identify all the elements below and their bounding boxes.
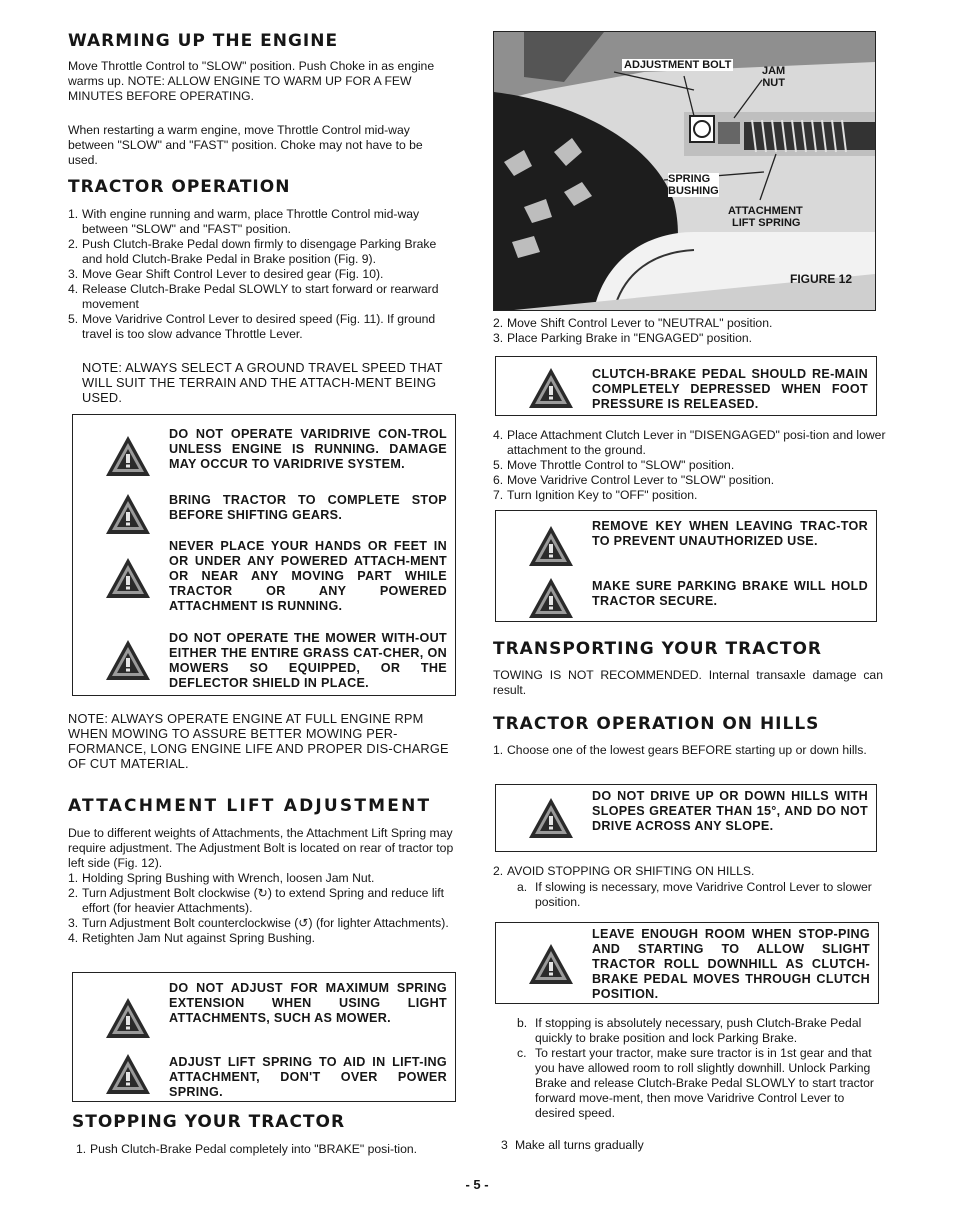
warning-text: MAKE SURE PARKING BRAKE WILL HOLD TRACTOR SECURE. xyxy=(592,579,868,608)
hills-title: TRACTOR OPERATION ON HILLS xyxy=(493,714,820,734)
label-spring-bushing: SPRING BUSHING xyxy=(668,173,719,197)
warning-text: REMOVE KEY WHEN LEAVING TRAC-TOR TO PREVENT UNAUTHORIZED USE. xyxy=(592,519,868,548)
lift-title: ATTACHMENT LIFT ADJUSTMENT xyxy=(68,796,432,816)
list-item: 6. Move Varidrive Control Lever to "SLOW" position. xyxy=(493,473,775,487)
stopping-steps-3 xyxy=(493,428,888,503)
stopping-steps-1 xyxy=(76,1142,460,1157)
list-item: 3. Turn Adjustment Bolt counterclockwise (↺) (for lighter Attachments). xyxy=(68,916,449,930)
warning-text: DO NOT DRIVE UP OR DOWN HILLS WITH SLOPES GREATER THAN 15°, AND DO NOT DRIVE ACROSS ANY SLOPE. xyxy=(592,789,868,833)
list-item: 7. Turn Ignition Key to "OFF" position. xyxy=(493,488,698,502)
stopping-steps-2 xyxy=(493,316,888,346)
warning-text: DO NOT OPERATE THE MOWER WITH-OUT EITHER THE ENTIRE GRASS CAT-CHER, ON MOWERS SO EQUIPPED, OR THE DEFLECTOR SHIELD IN PLACE. xyxy=(169,631,447,690)
warning-icon xyxy=(105,493,151,535)
hills-step-3 xyxy=(501,1138,881,1153)
warning-icon xyxy=(105,557,151,599)
warming-para-1: Move Throttle Control to "SLOW" position. Push Choke in as engine warms up. NOTE: ALLOW ENGINE TO WARM UP FOR A FEW MINUTES BEFORE OPERATING. xyxy=(68,59,435,103)
list-item: 2. Turn Adjustment Bolt clockwise (↻) to extend Spring and reduce lift effort (for heavier Attachments). xyxy=(68,886,445,915)
list-item: 1. With engine running and warm, place Throttle Control mid-way between "SLOW" and "FAST" position. xyxy=(68,207,420,236)
transport-title: TRANSPORTING YOUR TRACTOR xyxy=(493,639,822,659)
list-item: 1. Holding Spring Bushing with Wrench, loosen Jam Nut. xyxy=(68,871,375,885)
warning-text: NEVER PLACE YOUR HANDS OR FEET IN OR UNDER ANY POWERED ATTACH-MENT OR NEAR ANY MOVING PART WHILE TRACTOR OR ANY POWERED ATTACHMENT IS RUNNING. xyxy=(169,539,447,613)
list-item: c. To restart your tractor, make sure tractor is in 1st gear and that you have allowed room to roll slightly downhill. Unlock Parking Brake and release Clutch-Brake Pedal SLOWLY to start tractor forward move-ment, then move Varidrive Control Lever to desired speed. xyxy=(517,1046,874,1120)
warning-box xyxy=(495,510,877,622)
list-item: 5. Move Throttle Control to "SLOW" position. xyxy=(493,458,735,472)
warning-box xyxy=(72,972,456,1102)
list-item: 5. Move Varidrive Control Lever to desired speed (Fig. 11). If ground travel is too slow advance Throttle Lever. xyxy=(68,312,436,341)
warning-icon xyxy=(105,1053,151,1095)
warning-icon xyxy=(528,525,574,567)
operation-steps xyxy=(68,207,454,342)
list-item: 2. AVOID STOPPING OR SHIFTING ON HILLS. xyxy=(493,864,755,878)
list-item: 3 Make all turns gradually xyxy=(501,1138,644,1152)
figure-12 xyxy=(493,31,876,311)
hills-step-1 xyxy=(493,743,883,758)
stopping-title: STOPPING YOUR TRACTOR xyxy=(72,1112,346,1132)
warning-icon xyxy=(528,943,574,985)
warning-text: CLUTCH-BRAKE PEDAL SHOULD RE-MAIN COMPLETELY DEPRESSED WHEN FOOT PRESSURE IS RELEASED. xyxy=(592,367,868,411)
warning-icon xyxy=(528,797,574,839)
label-attachment-lift-spring: ATTACHMENT LIFT SPRING xyxy=(728,205,803,229)
warning-box xyxy=(495,356,877,416)
hills-step-2 xyxy=(493,864,883,879)
list-item: 3. Move Gear Shift Control Lever to desired gear (Fig. 10). xyxy=(68,267,384,281)
list-item: 1. Choose one of the lowest gears BEFORE starting up or down hills. xyxy=(493,743,867,757)
operation-title: TRACTOR OPERATION xyxy=(68,177,291,197)
warning-text: ADJUST LIFT SPRING TO AID IN LIFT-ING ATTACHMENT, DON'T OVER POWER SPRING. xyxy=(169,1055,447,1099)
label-adjustment-bolt: ADJUSTMENT BOLT xyxy=(624,59,732,71)
list-item: a. If slowing is necessary, move Varidrive Control Lever to slower position. xyxy=(517,880,872,909)
operation-note-2: NOTE: ALWAYS OPERATE ENGINE AT FULL ENGINE RPM WHEN MOWING TO ASSURE BETTER MOWING PER-FORMANCE, LONG ENGINE LIFE AND PROPER DIS-CHARGE OF CUT MATERIAL. xyxy=(68,711,449,771)
list-item: 4. Place Attachment Clutch Lever in "DISENGAGED" posi-tion and lower attachment to the ground. xyxy=(493,428,886,457)
warning-box xyxy=(72,414,456,696)
warning-text: DO NOT OPERATE VARIDRIVE CON-TROL UNLESS ENGINE IS RUNNING. DAMAGE MAY OCCUR TO VARIDRIVE SYSTEM. xyxy=(169,427,447,471)
label-jam-nut: JAM NUT xyxy=(762,65,786,89)
warming-title: WARMING UP THE ENGINE xyxy=(68,31,339,51)
warning-box xyxy=(495,922,879,1004)
warming-para-2: When restarting a warm engine, move Throttle Control mid-way between "SLOW" and "FAST" position. Choke may not have to be used. xyxy=(68,123,423,167)
lift-intro: Due to different weights of Attachments, the Attachment Lift Spring may require adjustment. The Adjustment Bolt is located on rear of tractor top left side (Fig. 12). xyxy=(68,826,454,870)
warning-icon xyxy=(105,435,151,477)
warning-icon xyxy=(528,367,574,409)
list-item: 2. Move Shift Control Lever to "NEUTRAL" position. xyxy=(493,316,773,330)
figure-caption: FIGURE 12 xyxy=(790,272,853,286)
warning-icon xyxy=(528,577,574,619)
hills-step-2bc xyxy=(517,1016,885,1121)
list-item: 2. Push Clutch-Brake Pedal down firmly to disengage Parking Brake and hold Clutch-Brake Pedal in Brake position (Fig. 9). xyxy=(68,237,437,266)
list-item: 4. Release Clutch-Brake Pedal SLOWLY to start forward or rearward movement xyxy=(68,282,439,311)
warning-icon xyxy=(105,639,151,681)
list-item: b. If stopping is absolutely necessary, push Clutch-Brake Pedal quickly to brake position and lock Parking Brake. xyxy=(517,1016,862,1045)
warning-text: LEAVE ENOUGH ROOM WHEN STOP-PING AND STARTING TO ALLOW SLIGHT TRACTOR ROLL DOWNHILL AS CLUTCH-BRAKE PEDAL MOVES THROUGH CLUTCH POSITION. xyxy=(592,927,870,1001)
warning-text: BRING TRACTOR TO COMPLETE STOP BEFORE SHIFTING GEARS. xyxy=(169,493,447,522)
operation-note: NOTE: ALWAYS SELECT A GROUND TRAVEL SPEED THAT WILL SUIT THE TERRAIN AND THE ATTACH-MENT BEING USED. xyxy=(82,360,443,405)
page-number: - 5 - xyxy=(465,1177,489,1192)
warning-text: DO NOT ADJUST FOR MAXIMUM SPRING EXTENSION WHEN USING LIGHT ATTACHMENTS, SUCH AS MOWER. xyxy=(169,981,447,1025)
warning-box xyxy=(495,784,877,852)
lift-steps xyxy=(68,871,460,946)
figure-illustration xyxy=(494,32,875,310)
list-item: 3. Place Parking Brake in "ENGAGED" position. xyxy=(493,331,753,345)
hills-step-2a xyxy=(517,880,883,910)
transport-text: TOWING IS NOT RECOMMENDED. Internal transaxle damage can result. xyxy=(493,668,883,697)
warning-icon xyxy=(105,997,151,1039)
list-item: 1. Push Clutch-Brake Pedal completely into "BRAKE" posi-tion. xyxy=(76,1142,418,1156)
list-item: 4. Retighten Jam Nut against Spring Bushing. xyxy=(68,931,316,945)
